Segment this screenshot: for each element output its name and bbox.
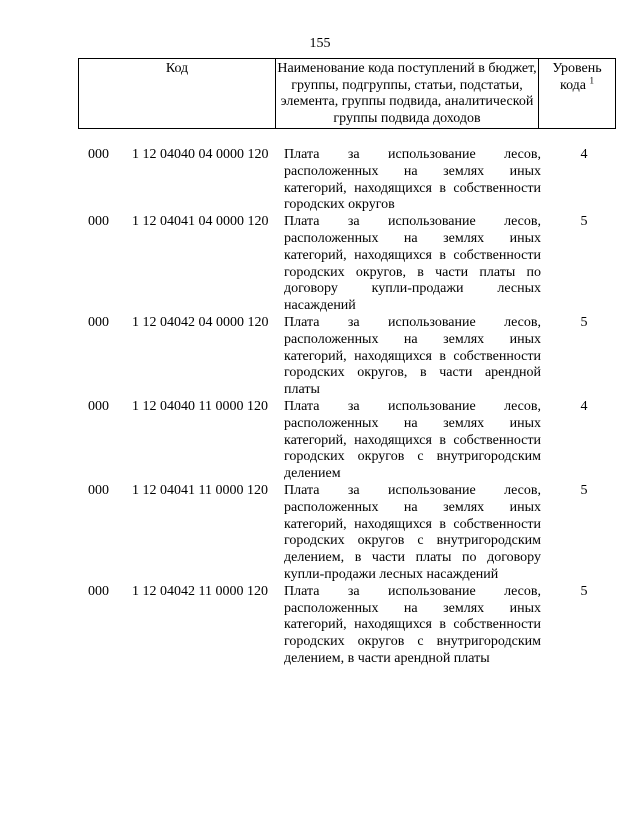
admin-code-cell: 000	[88, 314, 109, 330]
header-name-label: Наименование кода поступлений в бюджет, группы, подгруппы, статьи, подстатьи, элемента, группы подвида, аналитической группы подвида доходов	[277, 61, 537, 126]
table-row	[78, 315, 622, 399]
admin-code-cell: 000	[88, 398, 109, 414]
revenue-name-cell: Плата за использование лесов, расположенных на землях иных категорий, находящихся в собственности городских округов, в части платы по договору купли-продажи лесных насаждений	[284, 214, 541, 314]
header-level-text: Уровень кода	[552, 61, 602, 93]
revenue-code-cell: 1 12 04040 11 0000 120	[132, 398, 268, 414]
admin-code-cell: 000	[88, 583, 109, 599]
header-level-cell	[539, 59, 616, 129]
code-level-cell: 4	[580, 398, 588, 414]
header-code-cell	[79, 59, 276, 129]
code-level-cell: 5	[580, 583, 588, 599]
admin-code-cell: 000	[88, 214, 109, 230]
header-name-cell	[276, 59, 539, 129]
admin-code-cell: 000	[88, 482, 109, 498]
revenue-code-table	[78, 147, 622, 668]
footnote-marker: 1	[589, 74, 595, 85]
table-row	[78, 483, 622, 584]
code-level-cell: 5	[580, 314, 588, 330]
page-number: 155	[309, 36, 331, 51]
revenue-code-cell: 1 12 04042 04 0000 120	[132, 314, 269, 330]
header-code-label: Код	[165, 61, 189, 76]
revenue-name-cell: Плата за использование лесов, расположенных на землях иных категорий, находящихся в собственности городских округов с внутригородским делением, в части платы по договору купли-продажи лесных насаждений	[284, 482, 541, 582]
revenue-name-cell: Плата за использование лесов, расположенных на землях иных категорий, находящихся в собственности городских округов с внутригородским делением	[284, 398, 541, 482]
table-header	[78, 58, 616, 129]
header-level-label	[539, 59, 615, 94]
code-level-cell: 4	[580, 147, 588, 162]
admin-code-cell: 000	[88, 147, 109, 162]
revenue-code-cell: 1 12 04041 11 0000 120	[132, 482, 268, 498]
revenue-code-cell: 1 12 04041 04 0000 120	[132, 214, 269, 230]
table-row	[78, 147, 622, 214]
table-row	[78, 399, 622, 483]
revenue-name-cell: Плата за использование лесов, расположенных на землях иных категорий, находящихся в собственности городских округов, в части арендной платы	[284, 314, 541, 398]
revenue-code-cell: 1 12 04042 11 0000 120	[132, 583, 268, 599]
code-level-cell: 5	[580, 482, 588, 498]
revenue-name-cell: Плата за использование лесов, расположенных на землях иных категорий, находящихся в собственности городских округов с внутригородским делением, в части арендной платы	[284, 583, 541, 666]
code-level-cell: 5	[580, 214, 588, 230]
table-body	[78, 147, 622, 668]
revenue-code-cell: 1 12 04040 04 0000 120	[132, 147, 269, 162]
revenue-name-cell: Плата за использование лесов, расположенных на землях иных категорий, находящихся в собственности городских округов	[284, 147, 541, 213]
table-row	[78, 584, 622, 668]
table-row	[78, 214, 622, 315]
